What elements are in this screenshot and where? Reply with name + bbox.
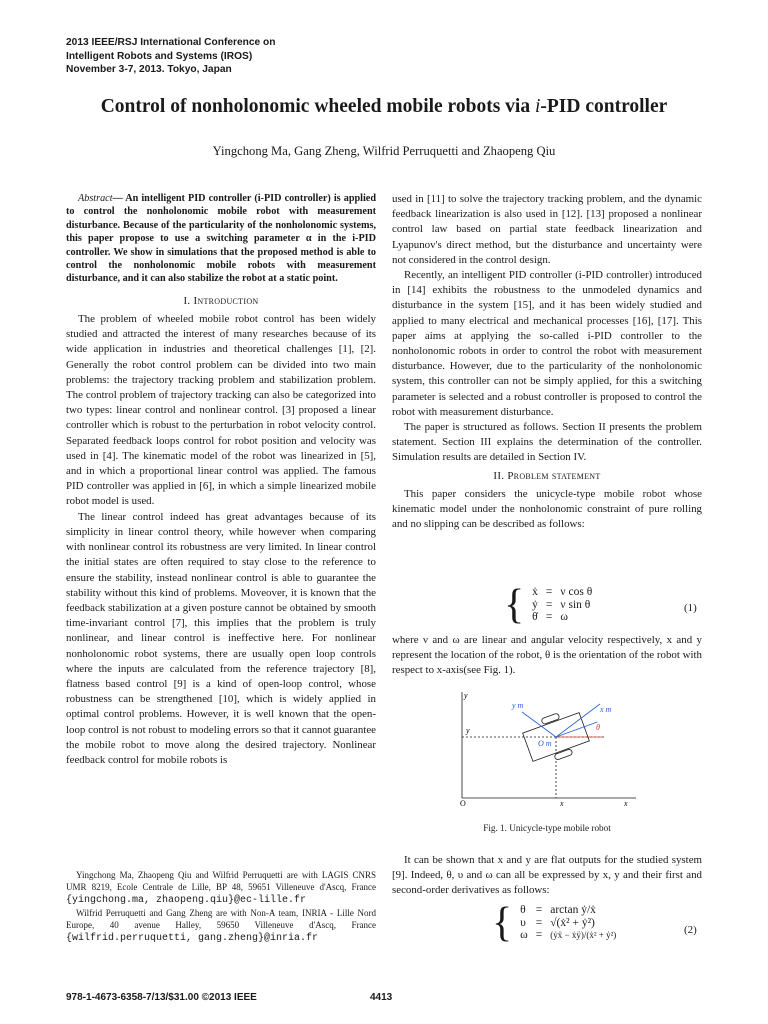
om-label: O m: [538, 739, 552, 748]
title-italic: i: [534, 96, 541, 117]
footnote-2: Wilfrid Perruquetti and Gang Zheng are with Non-A team, INRIA - Lille Nord Europe, 40 avenue Halley, 59650 Villeneuve d'Ascq, France {wilfrid.perruquetti, gang.zheng}@inria.fr: [66, 908, 376, 944]
paragraph: This paper considers the unicycle-type mobile robot whose kinematic model under the nonholonomic constraint of pure rolling and no slipping can be described as follows:: [392, 487, 702, 531]
left-column: [66, 192, 376, 768]
footnote: [66, 869, 376, 945]
isbn-footer: 978-1-4673-6358-7/13/$31.00 ©2013 IEEE: [66, 992, 257, 1003]
right-column-cont: [392, 633, 702, 679]
x-tick-label: x: [560, 799, 564, 806]
title-pre: Control of nonholonomic wheeled mobile robots via: [100, 96, 535, 117]
paragraph: The problem of wheeled mobile robot control has been widely studied and attracted the interest of many researches because of its wide application in industries and theoretical challenges [1], [2]. Generally the robot control problem can be divided into two main problems: the trajectory tracking problem and stabilization problem. The control problem of trajectory tracking can also be categorized into two types: linear control and nonlinear control. [3] proposed a linear controller which is robust to the perturbation in robot velocity control. Separated feedback loops control for robot position and velocity was used in [4]. The kinematic model of the robot was linearized in [5], and in which a proportional linear control was applied. The famous PID controller was applied in [6], in which a simple linearized mobile robot model is used.: [66, 313, 376, 508]
authors: Yingchong Ma, Gang Zheng, Wilfrid Perruquetti and Zhaopeng Qiu: [212, 144, 556, 158]
equation-2: { θ = arctan ẏ/ẋ υ = √(ẋ² + ẏ²) ω = (ẏẍ − ẋÿ)/(ẋ² + ẏ²): [488, 904, 620, 942]
right-column: [392, 192, 702, 532]
conference-header: [66, 36, 275, 77]
email: {wilfrid.perruquetti, gang.zheng}@inria.fr: [66, 933, 319, 944]
axis-x-label: x: [624, 799, 628, 806]
xm-label: x m: [600, 705, 612, 714]
brace: {: [492, 899, 513, 946]
section-heading: I. Introduction: [183, 294, 259, 307]
paragraph: Recently, an intelligent PID controller (i-PID controller) introduced in [14] exhibits the robustness to the unmodeled dynamics and disturbance in the system [15], and it has been widely studied and applied to many electrical and mechanical processes [16], [17]. This paper aims at applying the so-called i-PID controller to the nonholonomic robots in order to control the robot with measurement disturbance. However, due to the particularity of the nonholonomic system, this controller can not be simply applied, for this a switching parameter is selected and a robust controller is proposed to control the robot with measurement disturbance.: [392, 269, 702, 418]
right-column-cont2: [392, 853, 702, 899]
ym-label: y m: [512, 701, 524, 710]
paragraph: The linear control indeed has great advantages because of its simplicity in linear control theory, while however when comparing with nonlinear control its robustness are very limited. In linear control the initial states are often required to stay close to the reference to ensure the stability, instead nonlinear control is able to guarantee the stability without this kind of problems. Moveover, it is known that the feedback stabilization at a given posture cannot be obtained by smooth time-invariant control [7], this implies that the problem is truly nonlinear, and linear control is ineffective here. For nonlinear nonholonomic robot systems, there are usually open loop controls where the inputs are calculated from the reference trajectory [8], flatness based control [9] is a kind of open-loop control, whose robustness can be strengthened [10], which is widely applied in optimal control problems. However, it is well known that the open-loop control is not robust to modeling errors so that it cannot guarantee the mobile robot to move along the desired trajectory. Nonlinear feedback control for mobile robots is: [66, 510, 376, 766]
conference-line: November 3-7, 2013. Tokyo, Japan: [66, 64, 232, 75]
figure-caption: Fig. 1. Unicycle-type mobile robot: [483, 823, 611, 833]
section-heading: II. Problem statement: [493, 469, 601, 482]
brace: {: [504, 581, 525, 628]
paragraph: The paper is structured as follows. Section II presents the problem statement. Section III explains the determination of the controller. Simulation results are detailed in Section IV.: [392, 421, 702, 464]
theta-label: θ: [596, 723, 600, 732]
paper-title: [0, 96, 768, 118]
y-tick-label: y: [466, 726, 470, 735]
abstract-label: Abstract: [78, 193, 113, 204]
xm-axis: [556, 704, 600, 737]
page-number: 4413: [370, 992, 393, 1003]
origin-label: O: [460, 799, 466, 806]
paragraph: used in [11] to solve the trajectory tracking problem, and the dynamic feedback linearization is also used in [12]. [13] proposed a nonlinear control law based on partial state feedback linearization and Lyapunov's direct method, but the disturbance and uncertainty were not considered in the control design.: [392, 193, 702, 266]
abstract: [66, 192, 376, 286]
email: {yingchong.ma, zhaopeng.qiu}@ec-lille.fr: [66, 895, 307, 906]
axis-y-label: y: [464, 691, 468, 700]
paragraph: It can be shown that x and y are flat outputs for the studied system [9]. Indeed, θ, υ and ω can all be expressed by x, y and their first and second-order derivatives as follows:: [392, 854, 702, 897]
conference-line: Intelligent Robots and Systems (IROS): [66, 50, 253, 62]
equation-number: (1): [684, 602, 697, 614]
robot-body: [520, 701, 605, 768]
footnote-1: Yingchong Ma, Zhaopeng Qiu and Wilfrid Perruquetti are with LAGIS CNRS UMR 8219, Ecole Centrale de Lille, BP 48, 59651 Villeneuve d'Ascq, France {yingchong.ma, zhaopeng.qiu}@ec-lille.fr: [66, 870, 376, 906]
conference-line: 2013 IEEE/RSJ International Conference on: [66, 37, 276, 48]
title-post: -PID controller: [540, 96, 668, 117]
abstract-text: — An intelligent PID controller (i-PID controller) is applied to control the nonholonomic mobile robot with measurement disturbance. Because of the particularity of the nonholonomic systems, this paper propose to use a switching parameter α in the i-PID controller. We show in simulations that the proposed method is able to control the nonholonomic mobile robots with measurement disturbance, and it can also stabilize the robot at a static point.: [66, 193, 376, 285]
paragraph: where ν and ω are linear and angular velocity respectively, x and y represent the location of the robot, θ is the orientation of the robot with respect to x-axis(see Fig. 1).: [392, 634, 702, 677]
equation-number: (2): [684, 924, 697, 936]
figure-1: [452, 686, 642, 806]
equation-1: { ẋ = ν cos θ ẏ = ν sin θ θ̇ = ω: [500, 586, 596, 624]
